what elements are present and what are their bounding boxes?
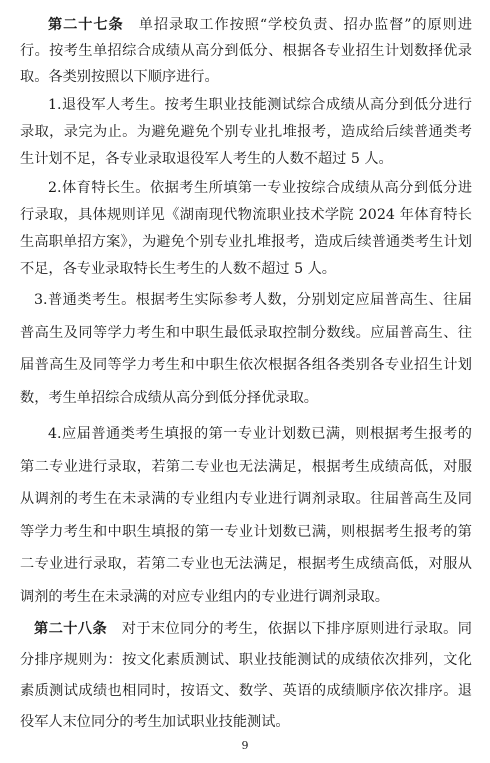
article-27-item-4: 4.应届普通类考生填报的第一专业计划数已满，则根据考生报考的第二专业进行录取，若第二专业也无法满足，根据考生成绩高低，对服从调剂的考生在未录满的专业组内专业进行调剂录取。往届普高生及同等学力考生和中职生填报的第一专业计划数已满，则根据考生报考的第二专业进行录取，若第二专业也无法满足，根据考生成绩高低，对服从调剂的考生在未录满的对应专业组内的专业进行调剂录取。 <box>20 426 472 605</box>
page-number: 9 <box>241 739 249 752</box>
article-27-item-3: 3.普通类考生。根据考生实际参考人数，分别划定应届普高生、往届普高生及同等学力考生和中职生最低录取控制分数线。应届普高生、往届普高生及同等学力考生和中职生依次根据各组各类别各专业招生计划数，考生单招综合成绩从高分到低分择优录取。 <box>20 292 472 406</box>
article-27-intro <box>20 12 472 90</box>
article-27-item-1: 1.退役军人考生。按考生职业技能测试综合成绩从高分到低分进行录取，录完为止。为避免避免个别专业扎堆报考，造成给后续普通类考生计划不足，各专业录取退役军人考生的人数不超过 5 人。 <box>20 97 472 167</box>
article-28-text: 对于末位同分的考生，依据以下排序原则进行录取。同分排序规则为：按文化素质测试、职业技能测试的成绩依次排列，文化素质测试成绩也相同时，按语文、数学、英语的成绩顺序依次排序。退役军人末位同分的考生加试职业技能测试。 <box>20 621 472 730</box>
article-27-intro-text: 单招录取工作按照“学校负责、招办监督”的原则进行。按考生单招综合成绩从高分到低分、根据各专业招生计划数择优录取。各类别按照以下顺序进行。 <box>20 17 472 85</box>
article-27-title: 第二十七条 <box>48 17 124 33</box>
article-28-title: 第二十八条 <box>34 621 108 637</box>
article-28 <box>20 614 472 738</box>
article-27-item-2: 2.体育特长生。依据考生所填第一专业按综合成绩从高分到低分进行录取，具体规则详见《湖南现代物流职业技术学院 2024 年体育特长生高职单招方案》，为避免个别专业扎堆报考，造成后续普通类考生计划不足，各专业录取特长生考生的人数不超过 5 人。 <box>20 180 472 277</box>
